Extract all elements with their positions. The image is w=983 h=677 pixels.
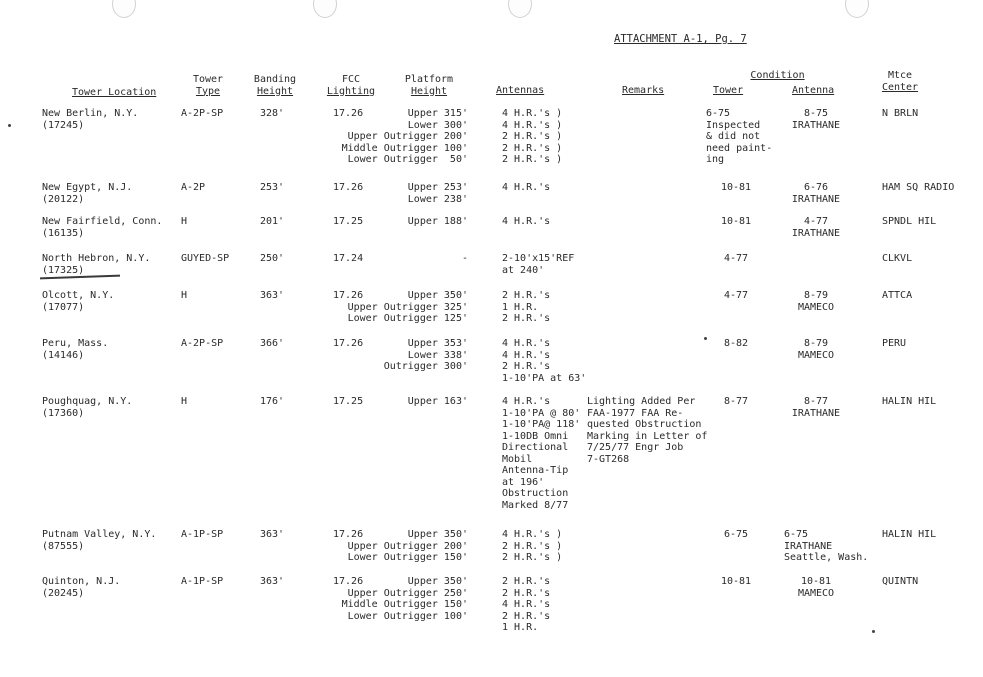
- banding-height: 363': [260, 576, 285, 587]
- mtce-center: PERU: [882, 338, 907, 349]
- fcc-lighting: 17.25: [333, 216, 364, 227]
- antennas-line: 4 H.R.'s: [502, 338, 551, 349]
- condition-tower: [708, 338, 764, 350]
- condition-tower: [706, 108, 773, 166]
- antennas: [502, 576, 550, 634]
- header-platform-height: Platform Height: [404, 74, 454, 97]
- platform-height: [338, 108, 468, 166]
- tower-location-line: Putnam Valley, N.Y.: [42, 529, 157, 540]
- condition-tower-line: & did not: [706, 131, 761, 142]
- condition-antenna-line: MAMECO: [797, 301, 835, 313]
- antennas-line: Obstruction: [502, 488, 569, 499]
- antennas-line: 2-10'x15'REF: [502, 253, 575, 264]
- platform-height-line: Middle Outrigger 100': [341, 142, 468, 154]
- condition-tower-line: 6-75: [706, 108, 731, 119]
- banding-height: 253': [260, 182, 285, 193]
- condition-antenna-line: MAMECO: [797, 587, 835, 599]
- tower-type: A-2P: [181, 182, 206, 193]
- antennas: [502, 253, 574, 276]
- header-fcc-lighting: FCC Lighting: [326, 74, 376, 97]
- platform-height: [338, 290, 468, 325]
- banding-height: 250': [260, 253, 285, 264]
- platform-height-line: Upper 188': [407, 216, 468, 227]
- tower-location-line: (20245): [42, 587, 85, 599]
- antennas: [502, 182, 550, 194]
- antennas-line: 4 H.R.'s: [502, 216, 551, 227]
- platform-height-line: Upper 350': [407, 290, 468, 301]
- antennas-line: 1 H.R.: [502, 622, 539, 633]
- condition-tower: [708, 216, 764, 228]
- condition-antenna-line: 6-75: [784, 529, 809, 540]
- platform-height-line: Outrigger 300': [383, 361, 468, 372]
- tower-location-line: (17245): [42, 119, 85, 131]
- tower-type: H: [181, 396, 188, 407]
- antennas-line: 1-10'PA@ 118': [502, 419, 581, 430]
- ink-speck: [8, 124, 11, 127]
- platform-height-line: Upper Outrigger 325': [347, 301, 468, 313]
- mtce-center: ATTCA: [882, 290, 913, 301]
- condition-antenna-line: 8-75: [803, 108, 829, 119]
- antennas-line: 1-10'PA @ 80': [502, 407, 581, 419]
- ink-speck: [704, 337, 707, 340]
- platform-height: [338, 182, 468, 205]
- mtce-center: HAM SQ RADIO: [882, 182, 955, 193]
- antennas: [502, 108, 562, 166]
- tower-location-line: Peru, Mass.: [42, 338, 109, 349]
- condition-tower: [708, 182, 764, 194]
- condition-antenna-line: IRATHANE: [791, 407, 841, 419]
- binder-hole: [313, 0, 337, 18]
- condition-antenna-line: 8-79: [803, 338, 829, 349]
- condition-antenna: [785, 290, 847, 313]
- condition-antenna: [785, 182, 847, 205]
- antennas-line: 4 H.R.'s: [502, 599, 551, 610]
- platform-height-line: Lower 338': [407, 349, 468, 361]
- remarks-line: Lighting Added Per: [587, 396, 696, 407]
- header-mtce-center: Mtce Center: [881, 70, 919, 93]
- tower-type: A-1P-SP: [181, 576, 224, 587]
- platform-height: [338, 338, 468, 373]
- tower-location: [42, 290, 114, 313]
- mtce-center: SPNDL HIL: [882, 216, 937, 227]
- antennas-line: Mobil: [502, 453, 533, 465]
- condition-antenna: [784, 529, 884, 564]
- tower-location: [42, 182, 132, 205]
- antennas: [502, 338, 586, 384]
- antennas-line: 1 H.R.: [502, 301, 539, 313]
- antennas-line: 4 H.R.'s ): [502, 529, 563, 540]
- antennas: [502, 290, 550, 325]
- tower-type: GUYED-SP: [181, 253, 230, 264]
- header-condition-tower: Tower: [713, 85, 744, 96]
- mtce-center: N BRLN: [882, 108, 919, 119]
- tower-location-line: (16135): [42, 227, 85, 239]
- platform-height-line: Lower Outrigger 100': [347, 610, 468, 622]
- tower-location-line: Poughquag, N.Y.: [42, 396, 133, 407]
- platform-height: [338, 253, 468, 265]
- header-tower-type: Tower Type: [192, 74, 224, 97]
- tower-location-line: New Egypt, N.J.: [42, 182, 133, 193]
- antennas-line: at 240': [502, 264, 545, 276]
- remarks-line: Marking in Letter of: [587, 430, 708, 442]
- platform-height-line: -: [461, 253, 468, 264]
- tower-location: [42, 576, 120, 599]
- antennas: [502, 216, 550, 228]
- condition-tower-line: 8-82: [723, 338, 749, 349]
- tower-location-line: (20122): [42, 193, 85, 205]
- antennas-line: 1-10DB Omni: [502, 430, 569, 442]
- fcc-lighting: 17.25: [333, 396, 364, 407]
- header-banding-height: Banding Height: [253, 74, 297, 97]
- platform-height-line: Lower Outrigger 125': [347, 313, 468, 324]
- platform-height-line: Lower 238': [407, 193, 468, 205]
- condition-tower: [708, 290, 764, 302]
- antennas-line: 2 H.R.'s: [502, 587, 551, 599]
- fcc-lighting: 17.26: [333, 290, 364, 301]
- condition-antenna: [785, 396, 847, 419]
- platform-height-line: Upper 353': [407, 338, 468, 349]
- platform-height: [338, 576, 468, 622]
- platform-height-line: Upper 350': [407, 576, 468, 587]
- condition-antenna: [785, 108, 847, 131]
- mtce-center: CLKVL: [882, 253, 913, 264]
- tower-location-line: Olcott, N.Y.: [42, 290, 115, 301]
- banding-height: 201': [260, 216, 285, 227]
- header-remarks: Remarks: [622, 85, 665, 96]
- antennas-line: 2 H.R.'s: [502, 290, 551, 301]
- antennas: [502, 529, 562, 564]
- tower-location: [42, 108, 138, 131]
- antennas-line: Antenna-Tip: [502, 465, 569, 476]
- tower-location-line: (17360): [42, 407, 85, 419]
- condition-antenna-line: 4-77: [803, 216, 829, 227]
- mtce-center: QUINTN: [882, 576, 919, 587]
- tower-location: [42, 529, 156, 552]
- header-condition-antenna: Antenna: [792, 85, 835, 96]
- antennas-line: 2 H.R.'s: [502, 361, 551, 372]
- tower-location-line: Quinton, N.J.: [42, 576, 121, 587]
- binder-hole: [508, 0, 532, 18]
- fcc-lighting: 17.26: [333, 338, 364, 349]
- condition-antenna: [785, 576, 847, 599]
- condition-antenna-line: 6-76: [803, 182, 829, 193]
- antennas-line: 4 H.R.'s: [502, 182, 551, 193]
- platform-height: [338, 529, 468, 564]
- tower-location-line: (87555): [42, 540, 85, 552]
- condition-antenna-line: Seattle, Wash.: [784, 552, 869, 563]
- condition-tower-line: need paint-: [706, 142, 773, 154]
- condition-antenna-line: 10-81: [800, 576, 832, 587]
- platform-height-line: Upper 315': [407, 108, 468, 119]
- antennas-line: 2 H.R.'s: [502, 610, 551, 622]
- banding-height: 328': [260, 108, 285, 119]
- condition-tower-line: 10-81: [720, 182, 752, 193]
- tower-location-line: (17325): [42, 264, 85, 276]
- remarks: [587, 396, 707, 465]
- antennas-line: 2 H.R.'s ): [502, 131, 563, 142]
- binder-hole: [112, 0, 136, 18]
- header-condition: Condition: [750, 70, 805, 81]
- banding-height: 363': [260, 290, 285, 301]
- tower-type: H: [181, 290, 188, 301]
- tower-type: A-2P-SP: [181, 338, 224, 349]
- header-tower-location: Tower Location: [72, 87, 157, 98]
- remarks-line: 7/25/77 Engr Job: [587, 442, 684, 453]
- banding-height: 363': [260, 529, 285, 540]
- remarks-line: FAA-1977 FAA Re-: [587, 407, 684, 419]
- platform-height-line: Upper 350': [407, 529, 468, 540]
- condition-tower-line: 8-77: [723, 396, 749, 407]
- condition-antenna-line: IRATHANE: [791, 119, 841, 131]
- tower-type: H: [181, 216, 188, 227]
- platform-height-line: Upper 253': [407, 182, 468, 193]
- antennas-line: 2 H.R.'s ): [502, 154, 563, 165]
- remarks-line: 7-GT268: [587, 453, 630, 465]
- fcc-lighting: 17.26: [333, 182, 364, 193]
- platform-height-line: Lower Outrigger 150': [347, 552, 468, 563]
- condition-antenna-line: IRATHANE: [791, 193, 841, 205]
- page-reference: ATTACHMENT A-1, Pg. 7: [614, 33, 747, 45]
- tower-location-line: (14146): [42, 349, 85, 361]
- platform-height-line: Upper Outrigger 200': [347, 131, 468, 142]
- fcc-lighting: 17.26: [333, 108, 364, 119]
- antennas-line: 2 H.R.'s: [502, 313, 551, 324]
- antennas-line: 2 H.R.'s ): [502, 552, 563, 563]
- condition-tower: [708, 396, 764, 408]
- mtce-center: HALIN HIL: [882, 529, 937, 540]
- fcc-lighting: 17.26: [333, 576, 364, 587]
- tower-location: [42, 396, 132, 419]
- condition-tower: [708, 576, 764, 588]
- platform-height: [338, 396, 468, 408]
- tower-location-line: New Berlin, N.Y.: [42, 108, 139, 119]
- tower-type: A-1P-SP: [181, 529, 224, 540]
- condition-tower-line: 10-81: [720, 216, 752, 227]
- condition-tower-line: 6-75: [723, 529, 749, 540]
- tower-location: [42, 338, 108, 361]
- platform-height-line: Lower Outrigger 50': [347, 154, 468, 165]
- condition-antenna-line: IRATHANE: [791, 227, 841, 239]
- condition-tower-line: Inspected: [706, 119, 761, 131]
- tower-location-line: (17077): [42, 301, 85, 313]
- tower-location: [42, 253, 150, 276]
- tower-location-line: North Hebron, N.Y.: [42, 253, 151, 264]
- fcc-lighting: 17.26: [333, 529, 364, 540]
- platform-height-line: Upper Outrigger 200': [347, 540, 468, 552]
- condition-antenna: [785, 216, 847, 239]
- antennas-line: 2 H.R.'s ): [502, 540, 563, 552]
- mtce-center: HALIN HIL: [882, 396, 937, 407]
- condition-antenna: [785, 338, 847, 361]
- banding-height: 176': [260, 396, 285, 407]
- ink-speck: [872, 630, 875, 633]
- platform-height-line: Upper 163': [407, 396, 468, 407]
- condition-tower: [708, 253, 764, 265]
- condition-tower-line: 10-81: [720, 576, 752, 587]
- remarks-line: quested Obstruction: [587, 419, 702, 430]
- antennas-line: 2 H.R.'s: [502, 576, 551, 587]
- antennas-line: 1-10'PA at 63': [502, 372, 587, 384]
- antennas-line: Marked 8/77: [502, 499, 569, 511]
- platform-height-line: Upper Outrigger 250': [347, 587, 468, 599]
- antennas-line: Directional: [502, 442, 569, 453]
- antennas-line: 4 H.R.'s ): [502, 119, 563, 131]
- condition-antenna-line: IRATHANE: [784, 540, 833, 552]
- antennas-line: at 196': [502, 476, 545, 488]
- platform-height-line: Middle Outrigger 150': [341, 599, 468, 610]
- antennas-line: 4 H.R.'s ): [502, 108, 563, 119]
- antennas-line: 2 H.R.'s ): [502, 142, 563, 154]
- binder-hole: [845, 0, 869, 18]
- platform-height: [338, 216, 468, 228]
- banding-height: 366': [260, 338, 285, 349]
- tower-type: A-2P-SP: [181, 108, 224, 119]
- tower-location: [42, 216, 162, 239]
- condition-tower-line: ing: [706, 154, 725, 165]
- header-antennas: Antennas: [496, 85, 545, 96]
- condition-antenna-line: 8-79: [803, 290, 829, 301]
- platform-height-line: Lower 300': [407, 119, 468, 131]
- condition-tower-line: 4-77: [723, 253, 749, 264]
- condition-tower-line: 4-77: [723, 290, 749, 301]
- tower-location-line: New Fairfield, Conn.: [42, 216, 163, 227]
- antennas: [502, 396, 580, 511]
- antennas-line: 4 H.R.'s: [502, 349, 551, 361]
- fcc-lighting: 17.24: [333, 253, 364, 264]
- condition-antenna-line: MAMECO: [797, 349, 835, 361]
- antennas-line: 4 H.R.'s: [502, 396, 551, 407]
- condition-antenna-line: 8-77: [803, 396, 829, 407]
- condition-tower: [708, 529, 764, 541]
